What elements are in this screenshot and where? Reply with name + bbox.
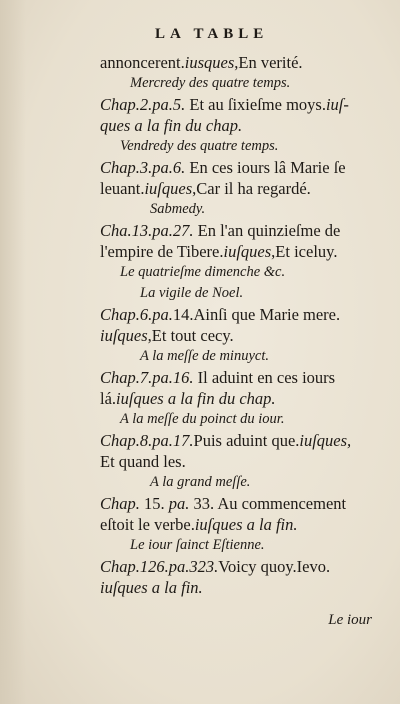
text-line: Chap. 15. pa. 33. Au commencement: [100, 494, 347, 513]
section-heading: Vendredy des quatre temps.: [120, 138, 279, 154]
text-line: Cha.13.pa.27. En l'an quinzieſme de: [100, 221, 341, 240]
section-heading: A la meſſe de minuyct.: [140, 348, 269, 364]
text-line: ques a la fin du chap.: [100, 116, 243, 135]
text-line: Chap.7.pa.16. Il aduint en ces iours: [100, 368, 336, 387]
text-line: Chap.3.pa.6. En ces iours lâ Marie ſe: [100, 158, 346, 177]
text-line: Chap.2.pa.5. Et au ſixieſme moys.iuſ-: [100, 95, 349, 114]
text-line: iuſques a la fin.: [100, 578, 203, 597]
catchword: Le iour: [328, 612, 372, 628]
section-heading: A la grand meſſe.: [150, 474, 251, 490]
section-heading: Le iour ſainct Eſtienne.: [130, 537, 265, 553]
running-head: LA TABLE: [155, 26, 269, 42]
text-line: eſtoit le verbe.iuſques a la fin.: [100, 515, 298, 534]
text-line: annoncerent.iusques,En verité.: [100, 53, 303, 72]
text-line: Chap.6.pa.14.Ainſi que Marie mere.: [100, 305, 341, 324]
text-line: Et quand les.: [100, 452, 186, 471]
text-line: Chap.126.pa.323.Voicy quoy.Ievo.: [100, 557, 331, 576]
text-line: leuant.iuſques,Car il ha regardé.: [100, 179, 311, 198]
section-heading: Le quatrieſme dimenche &c.: [120, 264, 286, 280]
text-line: l'empire de Tibere.iuſques,Et iceluy.: [100, 242, 338, 261]
table-text: [100, 52, 390, 598]
text-line: iuſques,Et tout cecy.: [100, 326, 234, 345]
text-line: lá.iuſques a la fin du chap.: [100, 389, 276, 408]
text-line: Chap.8.pa.17.Puis aduint que.iuſques,: [100, 431, 352, 450]
section-heading: Sabmedy.: [150, 201, 206, 217]
section-heading: Mercredy des quatre temps.: [130, 75, 291, 91]
section-heading: A la meſſe du poinct du iour.: [120, 411, 285, 427]
section-heading: La vigile de Noel.: [140, 285, 244, 301]
page-gutter-shadow: [0, 0, 26, 704]
